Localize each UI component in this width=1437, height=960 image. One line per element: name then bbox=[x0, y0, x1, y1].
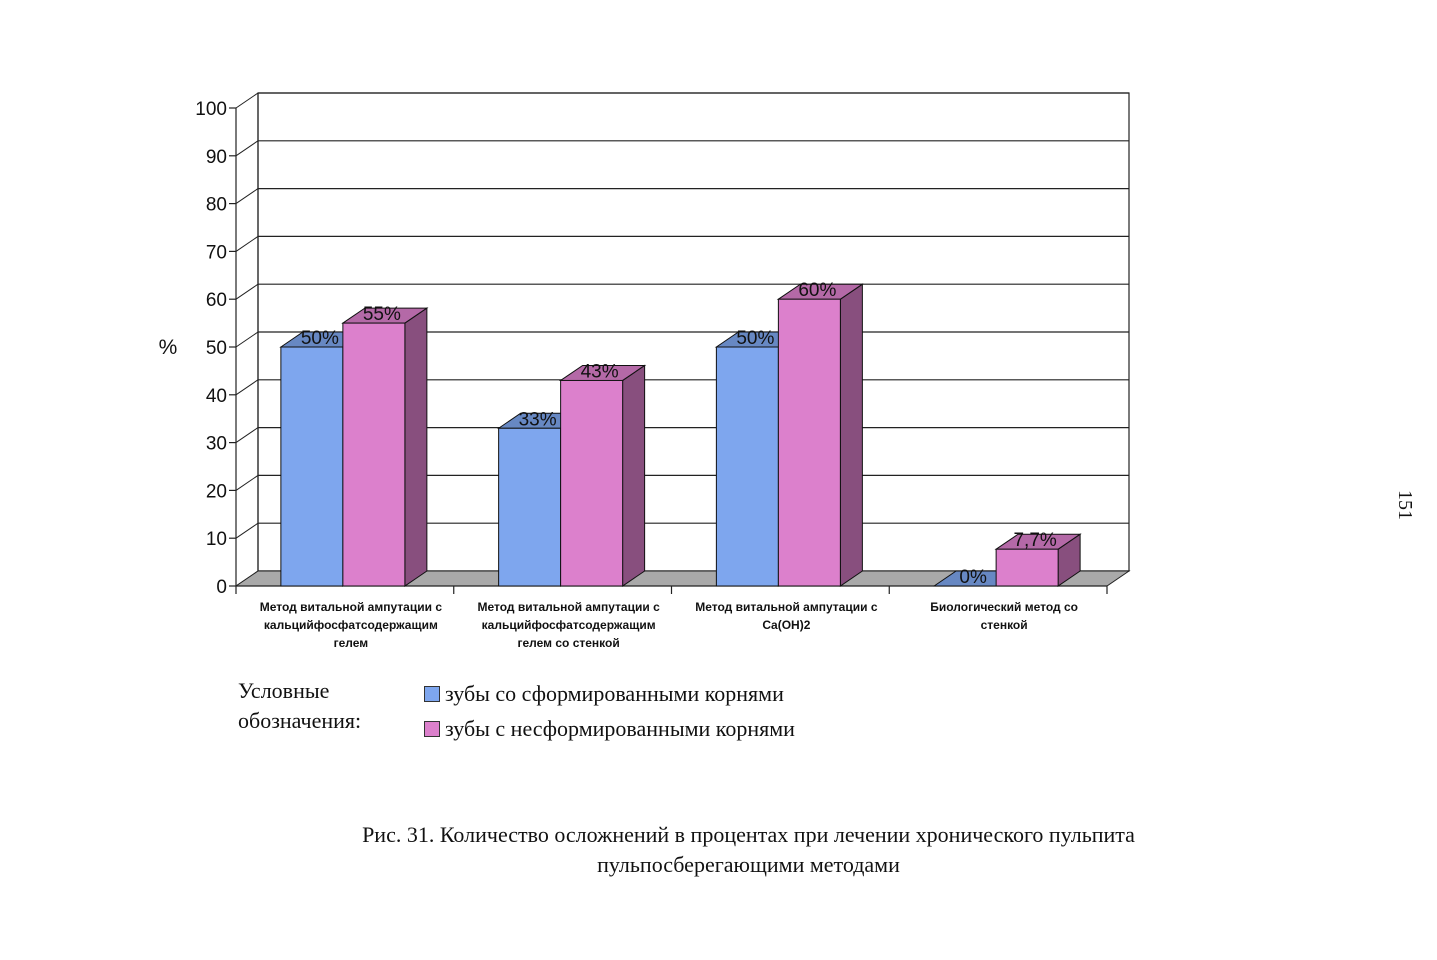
grid-side-line bbox=[236, 93, 258, 108]
x-category-label bbox=[260, 600, 443, 650]
y-axis-label: % bbox=[158, 336, 178, 359]
page-number: 151 bbox=[1394, 490, 1416, 520]
y-tick-label: 0 bbox=[216, 577, 227, 598]
y-tick-labels bbox=[195, 99, 236, 598]
x-category-label bbox=[930, 600, 1078, 632]
data-label: 7,7% bbox=[1013, 530, 1057, 552]
legend-item-unformed-roots bbox=[424, 711, 944, 746]
bar bbox=[561, 365, 645, 586]
bar-front bbox=[996, 549, 1058, 586]
grid-side-line bbox=[236, 332, 258, 347]
grid-side-line bbox=[236, 141, 258, 156]
y-tick-label: 70 bbox=[205, 242, 227, 264]
x-category-label-line: стенкой bbox=[980, 618, 1028, 632]
y-tick-label: 40 bbox=[205, 385, 227, 407]
x-category-label-line: гелем со стенкой bbox=[517, 636, 620, 650]
legend-item-formed-roots bbox=[424, 676, 944, 711]
y-tick-label: 50 bbox=[205, 338, 227, 359]
bar bbox=[343, 308, 427, 586]
legend-swatch-blue bbox=[424, 686, 440, 702]
figure-caption bbox=[240, 820, 1257, 880]
bar-front bbox=[716, 347, 778, 586]
bar-front bbox=[561, 380, 623, 586]
bar-side bbox=[405, 308, 427, 586]
x-category-label-line: Биологический метод со bbox=[930, 600, 1078, 614]
grid-side-line bbox=[236, 428, 258, 443]
grid-side-line bbox=[236, 523, 258, 538]
y-tick-label: 90 bbox=[205, 146, 227, 168]
x-category-labels bbox=[260, 600, 1078, 650]
x-category-label-line: кальцийфосфатсодержащим bbox=[263, 618, 438, 632]
grid-side-line bbox=[236, 380, 258, 395]
legend-swatch-pink bbox=[424, 721, 440, 737]
y-tick-label: 20 bbox=[205, 481, 227, 503]
caption-line1: Рис. 31. Количество осложнений в процентах при лечении хронического пульпита bbox=[362, 822, 1135, 847]
data-label: 60% bbox=[798, 280, 837, 302]
x-category-label-line: Ca(OH)2 bbox=[762, 618, 811, 632]
data-label: 55% bbox=[362, 304, 401, 326]
legend-title-line2: обозначения: bbox=[238, 708, 362, 733]
data-label: 50% bbox=[300, 328, 339, 349]
caption-line2: пульпосберегающими методами bbox=[597, 852, 900, 877]
bar-front bbox=[281, 347, 343, 586]
legend-label-formed-roots: зубы со сформированными корнями bbox=[445, 680, 784, 706]
bar bbox=[778, 284, 862, 586]
x-category-label-line: кальцийфосфатсодержащим bbox=[481, 618, 656, 632]
bar-side bbox=[623, 365, 645, 586]
legend-title bbox=[238, 676, 408, 736]
grid-side-line bbox=[236, 189, 258, 204]
legend-items bbox=[424, 676, 944, 746]
data-label: 50% bbox=[736, 328, 775, 349]
x-category-label-line: Метод витальной ампутации с bbox=[695, 600, 878, 614]
x-category-label bbox=[477, 600, 660, 650]
y-tick-label: 60 bbox=[205, 290, 227, 312]
legend-title-line1: Условные bbox=[238, 678, 330, 703]
y-tick-label: 30 bbox=[205, 433, 227, 455]
bar-side bbox=[840, 284, 862, 586]
bar-front bbox=[778, 299, 840, 586]
x-category-label-line: Метод витальной ампутации с bbox=[259, 600, 443, 614]
x-category-label bbox=[695, 600, 878, 632]
data-label: 0% bbox=[959, 567, 987, 588]
y-tick-label: 100 bbox=[195, 99, 227, 120]
bar-front bbox=[499, 428, 561, 586]
x-category-label-line: гелем bbox=[333, 636, 369, 650]
grid-side-line bbox=[236, 236, 258, 251]
bar-front bbox=[343, 323, 405, 586]
grid-side-line bbox=[236, 284, 258, 299]
data-label: 33% bbox=[518, 409, 557, 431]
data-label: 43% bbox=[580, 361, 619, 383]
y-tick-label: 10 bbox=[205, 529, 227, 551]
y-tick-label: 80 bbox=[205, 194, 227, 216]
x-category-label-line: Метод витальной ампутации с bbox=[477, 600, 660, 614]
grid-side-line bbox=[236, 475, 258, 490]
legend-label-unformed-roots: зубы с несформированными корнями bbox=[445, 715, 795, 741]
